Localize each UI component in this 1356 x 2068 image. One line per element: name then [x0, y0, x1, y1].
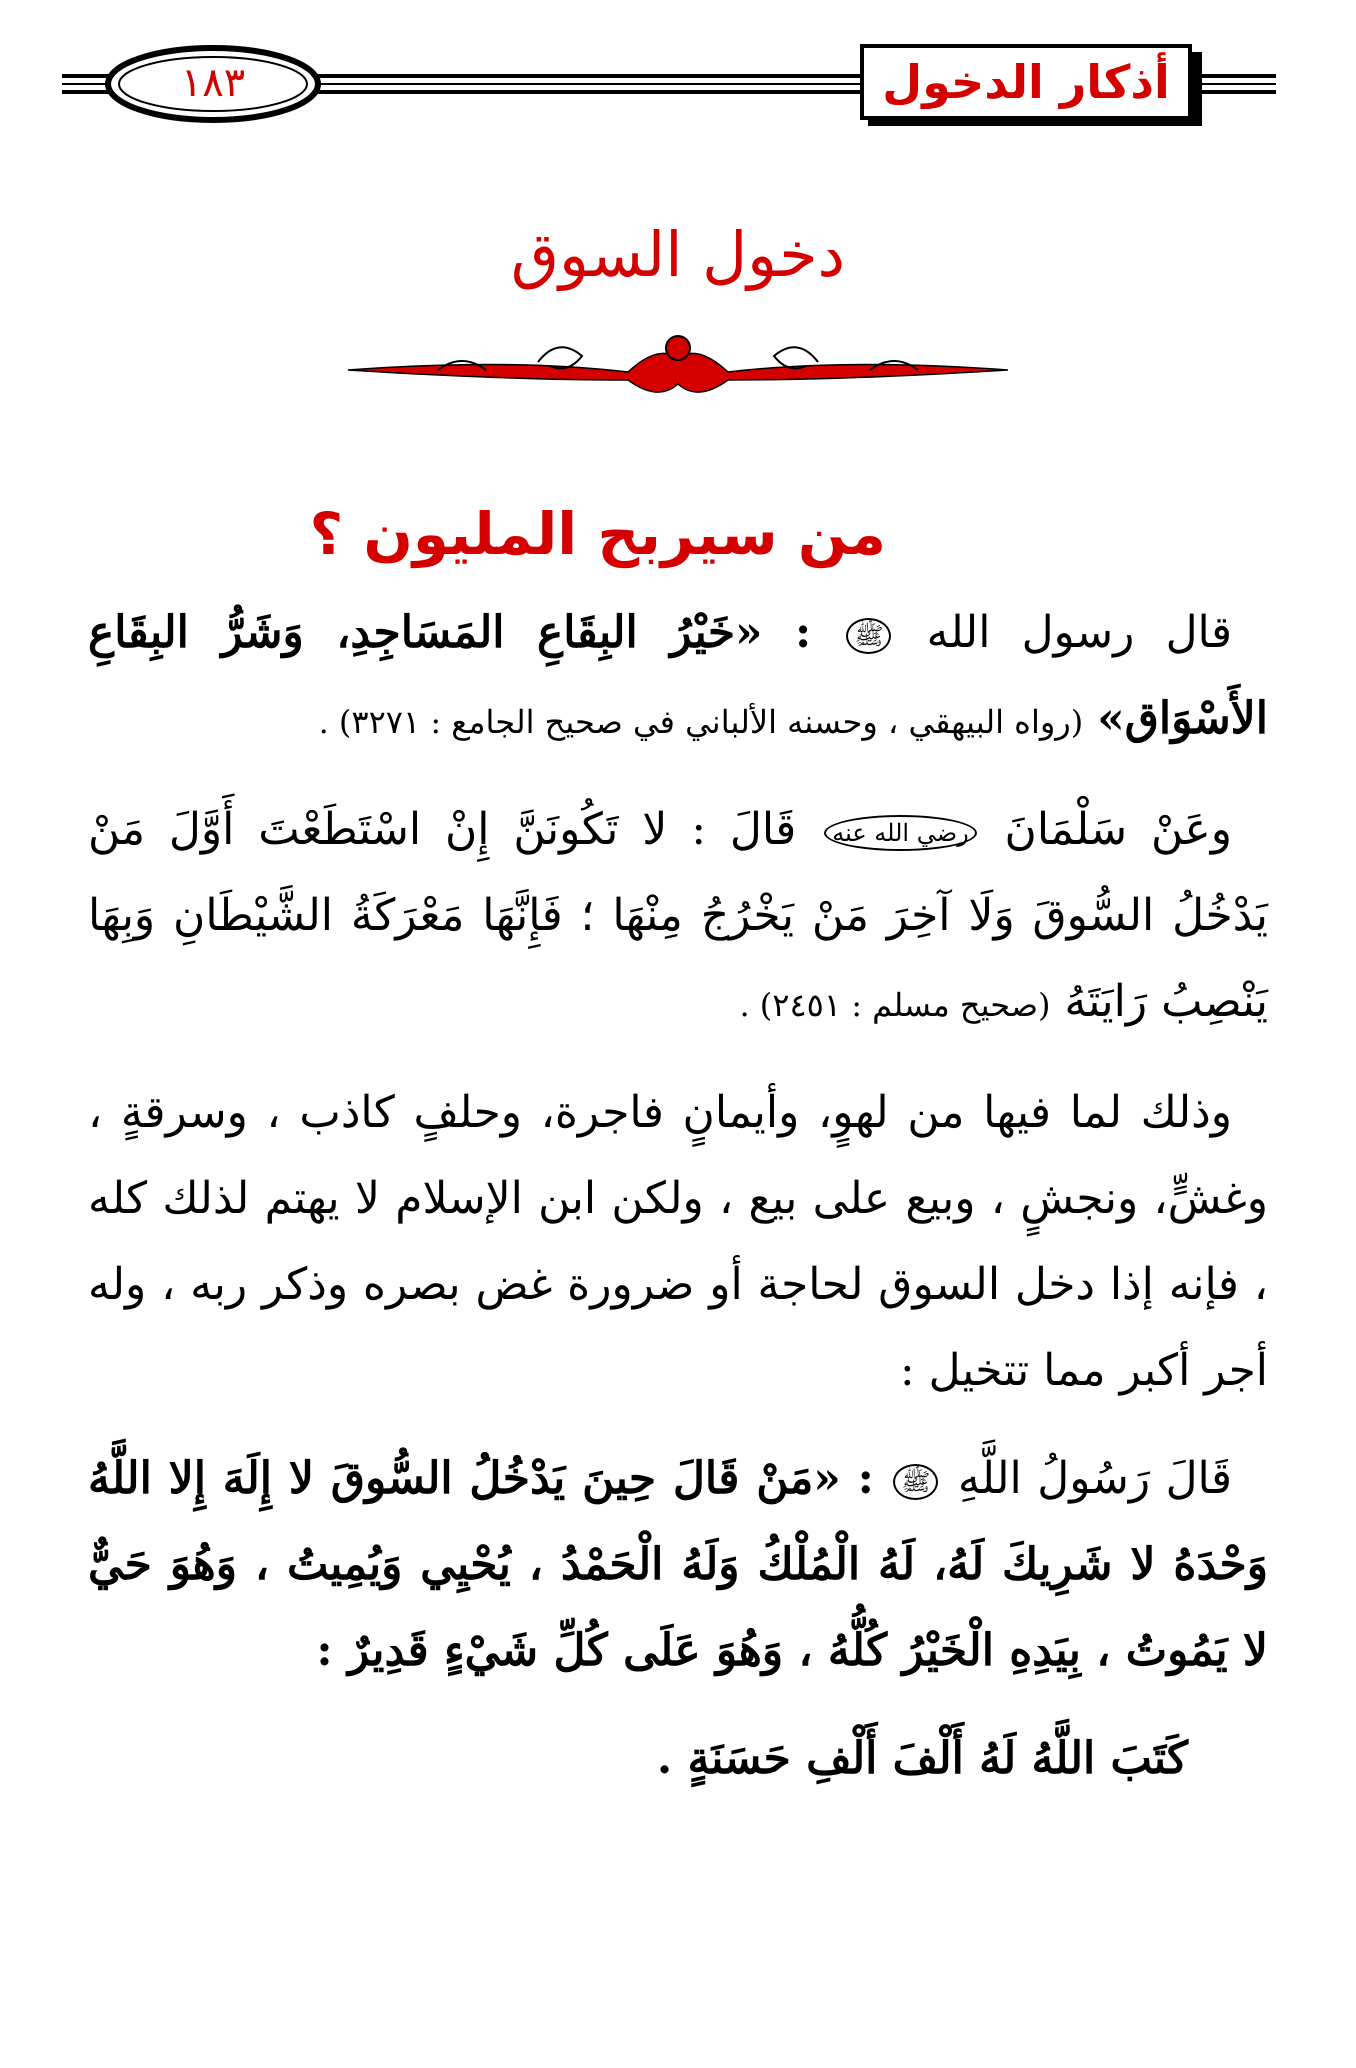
paragraph-2	[88, 787, 1268, 1048]
paragraph-4	[88, 1436, 1268, 1694]
page-header	[0, 0, 1356, 150]
honorific-seal-icon-2: ﷺ	[893, 1464, 938, 1500]
p2-text: قَالَ : لا تَكُونَنَّ إِنْ اسْتَطَعْتَ أَوَّلَ مَنْ يَدْخُلُ السُّوقَ وَلَا آخِرَ مَنْ يَخْرُجُ مِنْهَا ؛ فَإِنَّهَا مَعْرَكَةُ الشَّيْطَانِ وَبِهَا يَنْصِبُ رَايَتَهُ	[88, 804, 1268, 1027]
p2-reference: (صحيح مسلم : ٢٤٥١) .	[739, 986, 1051, 1024]
chapter-title: دخول السوق	[510, 218, 846, 291]
decorative-divider	[338, 318, 1018, 408]
p4-hadith: : «مَنْ قَالَ حِينَ يَدْخُلُ السُّوقَ لا إِلَهَ إِلا اللَّهُ وَحْدَهُ لا شَرِيكَ لَهُ، لَهُ الْمُلْكُ وَلَهُ الْحَمْدُ ، يُحْيِي وَيُمِيتُ ، وَهُوَ حَيٌّ لا يَمُوتُ ، بِيَدِهِ الْخَيْرُ كُلُّهُ ، وَهُوَ عَلَى كُلِّ شَيْءٍ قَدِيرٌ :	[88, 1453, 1268, 1676]
p5-text: كَتَبَ اللَّهُ لَهُ أَلْفَ أَلْفِ حَسَنَةٍ .	[656, 1733, 1188, 1784]
page-number: ١٨٣	[180, 60, 246, 106]
companion-seal-icon: رضي الله عنه	[824, 815, 976, 851]
section-heading: من سيربح المليون ؟	[309, 500, 886, 568]
p1-intro: قال رسول الله	[926, 607, 1232, 658]
paragraph-1	[88, 590, 1268, 765]
paragraph-3	[88, 1070, 1268, 1414]
p3-text: وذلك لما فيها من لهوٍ، وأيمانٍ فاجرة، وحلفٍ كاذب ، وسرقةٍ ، وغشٍّ، ونجشٍ ، وبيع على بيع ، ولكن ابن الإسلام لا يهتم لذلك كله ، فإنه إذا دخل السوق لحاجة أو ضرورة غض بصره وذكر ربه ، وله أجر أكبر مما تتخيل :	[88, 1087, 1268, 1396]
p1-reference: (رواه البيهقي ، وحسنه الألباني في صحيح الجامع : ٣٢٧١) .	[318, 703, 1084, 741]
paragraph-5	[88, 1716, 1268, 1802]
body-text	[88, 590, 1268, 1824]
running-title: أذكار الدخول	[882, 55, 1170, 109]
p4-intro: قَالَ رَسُولُ اللَّهِ	[957, 1453, 1233, 1504]
p2-intro: وعَنْ سَلْمَانَ	[1004, 804, 1232, 855]
honorific-seal-icon: ﷺ	[846, 618, 891, 654]
p1-hadith: : «خَيْرُ البِقَاعِ المَسَاجِدِ، وَشَرُّ البِقَاعِ الأَسْوَاق»	[88, 607, 1268, 744]
